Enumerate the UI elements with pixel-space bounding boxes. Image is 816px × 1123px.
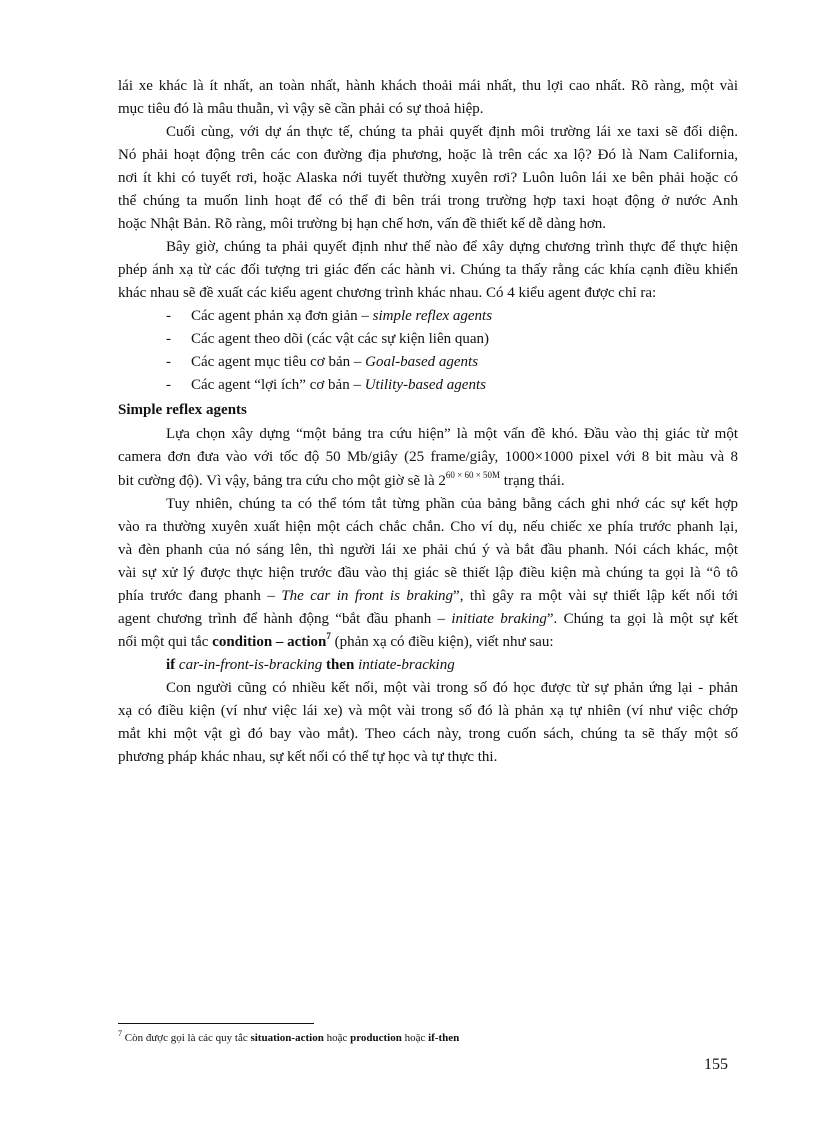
- text-run: Còn được gọi là các quy tắc: [122, 1032, 251, 1044]
- paragraph-line: [118, 586, 738, 606]
- text-run: nối một qui tắc: [118, 634, 213, 650]
- paragraph-line: nơi ít khi có tuyết rơi, hoặc Alaska nới tuyết thường xuyên rơi? Luôn luôn lái xe bên phải hoặc có: [118, 170, 738, 186]
- list-item-text: Các agent theo dõi (các vật các sự kiện liên quan): [191, 331, 490, 347]
- italic-run: initiate braking: [451, 611, 547, 627]
- text-run: (phản xạ có điều kiện), viết như sau:: [330, 634, 554, 650]
- paragraph-line: Nó phải hoạt động trên các con đường địa phương, hoặc là trên các xa lộ? Đó là Nam California,: [118, 147, 738, 163]
- section-heading: Simple reflex agents: [118, 402, 247, 418]
- rule-condition: car-in-front-is-bracking: [175, 657, 326, 673]
- paragraph-line: và đèn phanh của nó sáng lên, thì người lái xe phải chú ý và bắt đầu phanh. Nói cách khác, một: [118, 542, 738, 558]
- paragraph-line: vào ra thường xuyên xuất hiện một cách chắc chắn. Cho ví dụ, nếu chiếc xe phía trước phanh lại,: [118, 519, 738, 535]
- rule-line: [166, 655, 738, 675]
- text-run: hoặc: [323, 1032, 351, 1044]
- paragraph-line: camera đơn đưa vào với tốc độ 50 Mb/giây (25 frame/giây, 1000×1000 pixel với 8 bit màu và 8: [118, 449, 738, 465]
- paragraph-line: [118, 609, 738, 629]
- list-dash: -: [166, 377, 171, 393]
- footnote-mark: 7: [118, 1029, 122, 1038]
- paragraph-line: Con người cũng có nhiều kết nối, một vài trong số đó học được từ sự phản ứng lại - phản: [166, 680, 738, 696]
- paragraph-line: Cuối cùng, với dự án thực tế, chúng ta phải quyết định môi trường lái xe taxi sẽ đối diện.: [166, 124, 738, 140]
- paragraph-line: mắt khi một vật gì đó bay vào mắt). Theo cách này, trong cuốn sách, chúng ta sẽ thấy một số: [118, 726, 738, 742]
- footnote-separator: [118, 1023, 314, 1024]
- list-dash: -: [166, 331, 171, 347]
- paragraph-line: [118, 632, 738, 652]
- bold-run: condition – action: [212, 634, 327, 650]
- text-run: trạng thái.: [500, 473, 565, 489]
- paragraph-line: khác nhau sẽ đề xuất các kiểu agent chương trình khác nhau. Có 4 kiểu agent được chỉ ra:: [118, 285, 657, 301]
- list-dash: -: [166, 354, 171, 370]
- list-item-text: Các agent mục tiêu cơ bản –: [191, 354, 366, 370]
- paragraph-line: [118, 471, 738, 491]
- rule-action: intiate-bracking: [354, 657, 455, 673]
- paragraph-line: Bây giờ, chúng ta phải quyết định như thế nào để xây dựng chương trình thực để thực hiện: [166, 239, 738, 255]
- text-run: bit cường độ). Vì vậy, bảng tra cứu cho một giờ sẽ là 2: [118, 473, 446, 489]
- paragraph-line: xạ có điều kiện (ví như việc lái xe) và một vài trong số đó là phản xạ tự nhiên (ví như việc chớp: [118, 703, 738, 719]
- page-number: 155: [704, 1056, 728, 1073]
- list-item-italic: Utility-based agents: [364, 377, 486, 393]
- paragraph-line: thể chúng ta muốn linh hoạt để có thể đi bên trái trong trường hợp taxi hoạt động ở nước Anh: [118, 193, 738, 209]
- text-run: phía trước đang phanh –: [118, 588, 282, 604]
- paragraph-line: Lựa chọn xây dựng “một bảng tra cứu hiện” là một vấn đề khó. Đầu vào thị giác từ một: [166, 426, 738, 442]
- paragraph-line: Tuy nhiên, chúng ta có thể tóm tắt từng phần của bảng bằng cách ghi nhớ các sự kết hợp: [166, 496, 738, 512]
- footnote-ref[interactable]: 7: [326, 631, 331, 641]
- paragraph-line: vài sự xử lý được thực hiện trước đầu vào thị giác sẽ thiết lập điều kiện mà chúng ta gọi là “ô tô: [118, 565, 738, 581]
- list-dash: -: [166, 308, 171, 324]
- text-run: ”, thì gây ra một vài sự thiết lập kết nối tới: [453, 588, 738, 604]
- list-item-italic: simple reflex agents: [372, 308, 493, 324]
- paragraph-line: hoặc Nhật Bản. Rõ ràng, môi trường bị hạn chế hơn, vấn đề thiết kế dễ dàng hơn.: [118, 216, 607, 232]
- paragraph-line: phương pháp khác nhau, sự kết nối có thể tự học và tự thực thi.: [118, 749, 498, 765]
- keyword-then: then: [325, 657, 355, 673]
- paragraph-line: mục tiêu đó là mâu thuẫn, vì vậy sẽ cần phải có sự thoả hiệp.: [118, 101, 484, 117]
- text-run: hoặc: [401, 1032, 429, 1044]
- bold-run: situation-action: [250, 1032, 324, 1044]
- bold-run: if-then: [428, 1032, 460, 1044]
- paragraph-line: lái xe khác là ít nhất, an toàn nhất, hành khách thoải mái nhất, thu lợi cao nhất. Rõ ràng, một vài: [118, 78, 738, 94]
- exponent: 60 × 60 × 50M: [445, 470, 501, 480]
- list-item-text: Các agent phản xạ đơn giản –: [191, 308, 373, 324]
- keyword-if: if: [166, 657, 176, 673]
- paragraph-line: phép ánh xạ từ các đối tượng tri giác đến các hành vi. Chúng ta thấy rằng các khía cạnh điều khiển: [118, 262, 738, 278]
- footnote: [118, 1031, 459, 1045]
- bold-run: production: [350, 1032, 402, 1044]
- list-item-text: Các agent “lợi ích” cơ bản –: [191, 377, 365, 393]
- italic-run: The car in front is braking: [281, 588, 454, 604]
- text-run: ”. Chúng ta gọi là một sự kết: [546, 611, 738, 627]
- list-item-italic: Goal-based agents: [365, 354, 479, 370]
- text-run: agent chương trình để hành động “bắt đầu phanh –: [118, 611, 452, 627]
